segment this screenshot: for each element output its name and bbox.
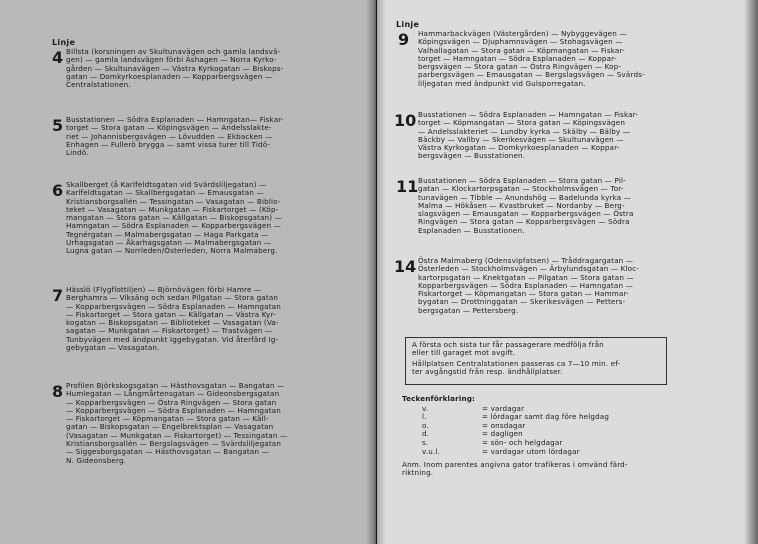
- route-description: Busstationen — Södra Esplanaden — Stora gatan — Pil- gatan — Klockartorpsgatan — Stockholmsvägen — Tor- tunavägen — Tibble — Anundshög — Badelunda kyrka — Malma — Hökåsen — Kvastbruket — Nordanby — Berg- slagsvägen — Emausgatan — Kopparbergsvägen — Östra Ringvägen — Stora gatan — Kopparbergsvägen — Södra Esplanaden — Busstationen.: [418, 176, 634, 235]
- route-description: Hässlö (Flygflottiljen) — Björnövägen förbi Hamre — Berghamra — Viksäng och sedan Pilgatan — Stora gatan — Kopparbergsvägen — Södra Esplanaden — Hamngatan — Fiskartorget — Stora gatan — Källgatan — Västra Kyr- kogatan — Biskopsgatan — Biblioteket — Vasagatan (Va- sagatan — Munkgatan — Fiskartorget) — Trastvägen — Tunbyvägen med ändpunkt Iggebygatan. Vid återfärd Ig- gebygatan — Vasagatan.: [66, 285, 281, 353]
- route-number: 4: [52, 48, 64, 67]
- route-number: 11: [396, 177, 419, 196]
- route-number: 14: [394, 257, 417, 276]
- route-number: 10: [394, 111, 417, 130]
- legend-row: v. = vardagar: [422, 403, 525, 413]
- legend-row: s. = sön- och helgdagar: [422, 437, 563, 447]
- legend-row: l. = lördagar samt dag före helgdag: [422, 412, 610, 422]
- route-description: Profilen Björkskogsgatan — Hästhovsgatan — Bangatan — Humlegatan — Långmårtensgatan — Gideonsbergsgatan — Kopparbergsvägen — Östra Ringvägen — Stora gatan — Kopparbergsvägen — Södra Esplanaden — Hamngatan — Fiskartorget — Köpmangatan — Stora gatan — Käll- gatan — Biskopsgatan — Engelbrektsplan — Vasagatan (Vasagatan — Munkgatan — Fiskartorget) — Tessingatan — Kristiansborgsallén — Bergslagsvägen — Svärdsliljegatan — Siggesborgsgatan — Hästhovsgatan — Bangatan — N. Gideonsberg.: [66, 381, 288, 465]
- notice-line: eller till garaget mot avgift.: [412, 348, 516, 358]
- page-edge-shadow: [744, 0, 758, 544]
- route-number: 7: [52, 286, 64, 305]
- linje-heading: Linje: [52, 38, 76, 47]
- legend-row: v.u.l. = vardagar utom lördagar: [422, 446, 580, 456]
- route-description: Östra Malmaberg (Odensvipfatsen) — Tråddragargatan — Österleden — Stockholmsvägen — Ärbylundsgatan — Kloc- kartorpsgatan — Knektgatan — Pilgatan — Stora gatan — Kopparbergsvägen — Södra Esplanaden — Hamngatan — Fiskartorget — Köpmangatan — Stora gatan — Hammar- bygatan — Drottninggatan — Skerikesvägen — Petters- bergsgatan — Pettersberg.: [418, 256, 640, 315]
- route-number: 8: [52, 382, 64, 401]
- notice-box: [405, 337, 667, 385]
- route-description: Billsta (korsningen av Skultunavägen och gamla landsvä- gen) — gamla landsvägen förbi Äshagen — Norra Kyrko- gården — Skultunavägen — Västra Kyrkogatan — Biskops- gatan — Domkyrkoesplanaden — Kopparbergsvägen — Centralstationen.: [66, 47, 284, 90]
- route-number: 6: [52, 181, 64, 200]
- book-gutter: [366, 0, 386, 544]
- left-page: [0, 0, 376, 544]
- route-number: 5: [52, 116, 64, 135]
- legend-row: d. = dagligen: [422, 429, 523, 439]
- route-description: Hammarbackvägen (Västergården) — Nybyggevägen — Köpingsvägen — Djuphamnsvägen — Stohagsvägen — Valhallagatan — Stora gatan — Köpmangatan — Fiskar- torget — Hamngatan — Södra Esplanaden — Koppar- bergsvägen — Stora gatan — Östra Ringvägen — Kop- parbergsvägen — Emausgatan — Bergslagsvägen — Svärds- liljegatan med ändpunkt vid Gulsporregatan.: [418, 29, 645, 88]
- route-number: 9: [398, 30, 410, 49]
- route-description: Skallberget (å Karlfeldtsgatan vid Svärdsliljegatan) — Karlfeldtsgatan — Skallbergsgatan — Emausgatan — Kristiansborgsallén — Tessingatan — Vasagatan — Biblio- teket — Vasagatan — Munkgatan — Fiskartorget — (Köp- mangatan — Stora gatan — Källgatan — Biskopsgatan) — Hamngatan — Södra Esplanaden — Kopparbergsvägen — Tegnérgatan — Malmabergsgatan — Haga Parkgata — Urhagsgatan — Åkarhagsgatan — Malmabergsgatan — Lugna gatan — Norrleden/Österleden, Norra Malmaberg.: [66, 180, 282, 256]
- legend-row: o. = onsdagar: [422, 420, 526, 430]
- notice-line: ter avgångstid från resp. ändhållplatser.: [412, 366, 563, 376]
- notice-line: A första och sista tur får passagerare medfölja från: [412, 340, 604, 349]
- route-description: Busstationen — Södra Esplanaden — Hamngatan — Fiskar- torget — Köpmangatan — Stora gatan — Köpingsvägen — Andelsslakteriet — Lundby kyrka — Skälby — Bälby — Bäckby — Vallby — Skerikesvägen — Skultunavägen — Västra Kyrkogatan — Domkyrkoesplanaden — Koppar- bergsvägen — Busstationen.: [418, 110, 639, 161]
- legend: [402, 395, 609, 456]
- route-description: Busstationen — Södra Esplanaden — Hamngatan— Fiskar- torget — Stora gatan — Köpingsvägen — Andelsslakte- riet — Johannisbergsvägen — Lövudden — Ekbacken — Enhagen — Fullerö brygga — samt vissa turer till Tidö- Lindö.: [66, 115, 284, 158]
- notice-line: Hållplatsen Centralstationen passeras ca 7—10 min. ef-: [412, 358, 621, 368]
- legend-table: [422, 405, 609, 457]
- footnote: Anm. Inom parentes angivna gator trafikeras i omvänd färd- riktning.: [402, 460, 628, 478]
- linje-heading: Linje: [396, 20, 420, 29]
- legend-title: Teckenförklaring:: [402, 394, 476, 403]
